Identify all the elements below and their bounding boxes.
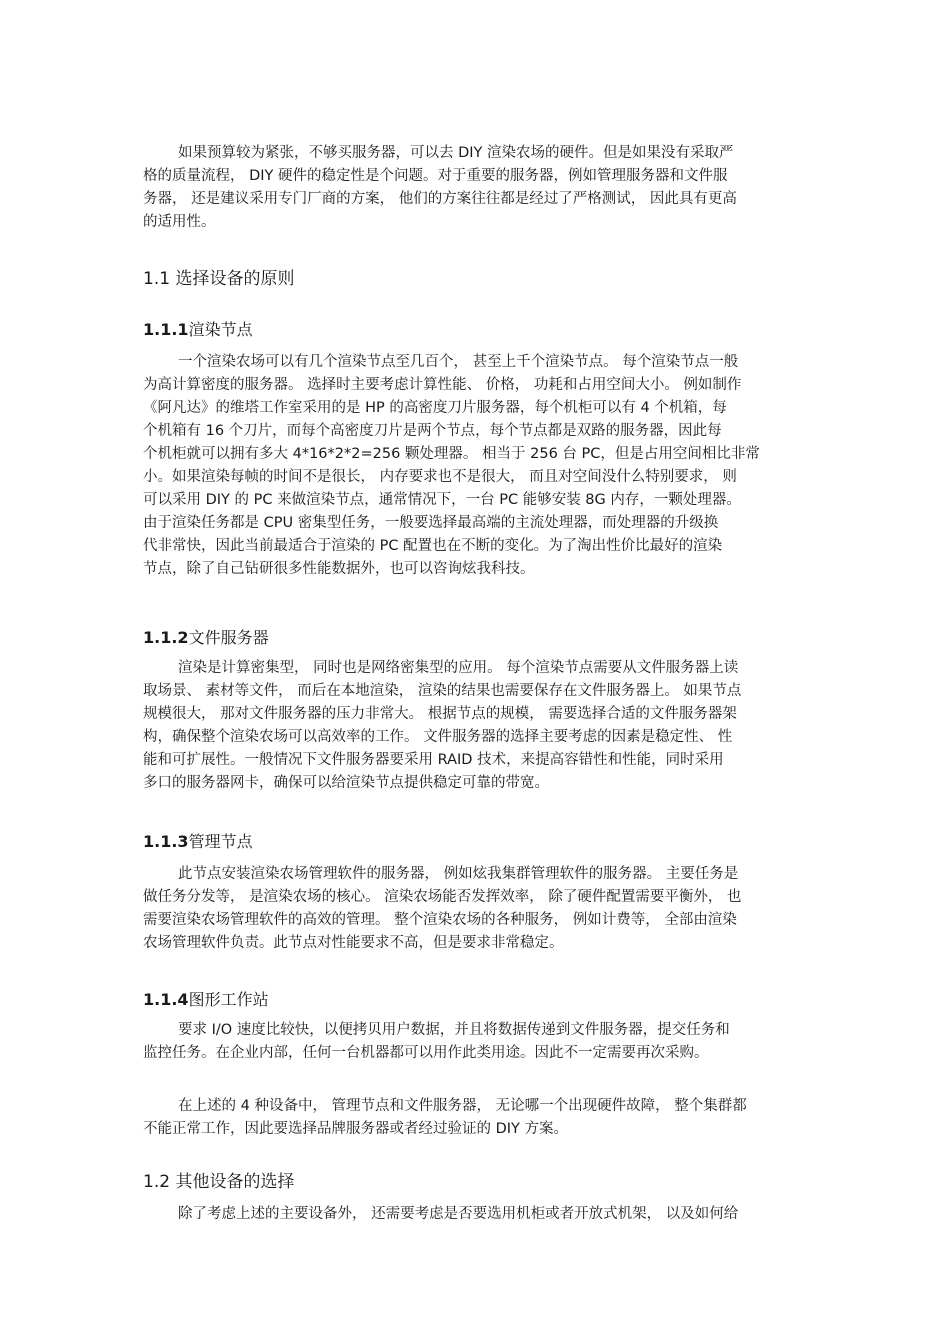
heading-text: 文件服务器 (188, 628, 269, 647)
heading-number: 1.1.2 (143, 628, 189, 647)
summary-paragraph (143, 1095, 808, 1141)
text-line: 个机箱有 16 个刀片，而每个高密度刀片是两个节点，每个节点都是双路的服务器，因此每 (143, 423, 722, 439)
heading-text: 渲染节点 (188, 320, 253, 339)
heading-number: 1.1 (143, 269, 171, 289)
heading-text: 选择设备的原则 (175, 269, 295, 289)
section-heading-1-1 (143, 267, 294, 291)
heading-text: 其他设备的选择 (175, 1172, 295, 1192)
text-line: 《阿凡达》的维塔工作室采用的是 HP 的高密度刀片服务器，每个机柜可以有 4 个机箱，每 (143, 400, 727, 416)
section-heading-1-1-2 (143, 626, 269, 650)
render-node-paragraph (143, 351, 808, 581)
heading-number: 1.2 (143, 1172, 171, 1192)
heading-number: 1.1.3 (143, 832, 189, 851)
text-line: 除了考虑上述的主要设备外， 还需要考虑是否要选用机柜或者开放式机架， 以及如何给 (178, 1206, 739, 1222)
text-line: 由于渲染任务都是 CPU 密集型任务，一般要选择最高端的主流处理器，而处理器的升级换 (143, 515, 719, 531)
text-line: 不能正常工作，因此要选择品牌服务器或者经过验证的 DIY 方案。 (143, 1121, 569, 1137)
text-line: 农场管理软件负责。此节点对性能要求不高，但是要求非常稳定。 (143, 935, 564, 951)
text-line: 可以采用 DIY 的 PC 来做渲染节点，通常情况下，一台 PC 能够安装 8G 内存，一颗处理器。 (143, 492, 741, 508)
text-line: 取场景、 素材等文件， 而后在本地渲染， 渲染的结果也需要保存在文件服务器上。 如果节点 (143, 683, 742, 699)
text-line: 要求 I/O 速度比较快，以便拷贝用户数据，并且将数据传递到文件服务器，提交任务和 (178, 1022, 730, 1038)
text-line: 规模很大， 那对文件服务器的压力非常大。 根据节点的规模， 需要选择合适的文件服务器架 (143, 706, 737, 722)
text-line: 监控任务。在企业内部，任何一台机器都可以用作此类用途。因此不一定需要再次采购。 (143, 1045, 709, 1061)
text-line: 个机柜就可以拥有多大 4*16*2*2=256 颗处理器。 相当于 256 台 PC，但是占用空间相比非常 (143, 446, 760, 462)
text-line: 在上述的 4 种设备中， 管理节点和文件服务器， 无论哪一个出现硬件故障， 整个集群都 (178, 1098, 747, 1114)
heading-number: 1.1.4 (143, 990, 189, 1009)
intro-paragraph (143, 142, 808, 234)
text-line: 的适用性。 (143, 214, 216, 230)
heading-number: 1.1.1 (143, 320, 189, 339)
text-line: 需要渲染农场管理软件的高效的管理。 整个渲染农场的各种服务， 例如计费等， 全部由渲染 (143, 912, 737, 928)
section-heading-1-1-4 (143, 988, 269, 1012)
text-line: 代非常快，因此当前最适合于渲染的 PC 配置也在不断的变化。为了淘出性价比最好的渲染 (143, 538, 723, 554)
text-line: 为高计算密度的服务器。 选择时主要考虑计算性能、 价格， 功耗和占用空间大小。 例如制作 (143, 377, 742, 393)
section-heading-1-1-3 (143, 830, 253, 854)
text-line: 如果预算较为紧张，不够买服务器，可以去 DIY 渲染农场的硬件。但是如果没有采取严 (178, 145, 734, 161)
text-line: 格的质量流程， DIY 硬件的稳定性是个问题。对于重要的服务器，例如管理服务器和文件服 (143, 168, 728, 184)
text-line: 一个渲染农场可以有几个渲染节点至几百个， 甚至上千个渲染节点。 每个渲染节点一般 (178, 354, 739, 370)
section-heading-1-1-1 (143, 318, 253, 342)
workstation-paragraph (143, 1019, 808, 1065)
text-line: 能和可扩展性。一般情况下文件服务器要采用 RAID 技术，来提高容错性和性能，同时采用 (143, 752, 724, 768)
file-server-paragraph (143, 657, 808, 795)
text-line: 务器， 还是建议采用专门厂商的方案， 他们的方案往往都是经过了严格测试， 因此具有更高 (143, 191, 737, 207)
text-line: 节点，除了自己钻研很多性能数据外，也可以咨询炫我科技。 (143, 561, 535, 577)
text-line: 小。如果渲染每帧的时间不是很长， 内存要求也不是很大， 而且对空间没什么特别要求， 则 (143, 469, 737, 485)
heading-text: 管理节点 (188, 832, 253, 851)
text-line: 渲染是计算密集型， 同时也是网络密集型的应用。 每个渲染节点需要从文件服务器上读 (178, 660, 739, 676)
text-line: 构，确保整个渲染农场可以高效率的工作。 文件服务器的选择主要考虑的因素是稳定性、 性 (143, 729, 733, 745)
text-line: 此节点安装渲染农场管理软件的服务器， 例如炫我集群管理软件的服务器。 主要任务是 (178, 866, 739, 882)
text-line: 多口的服务器网卡，确保可以给渲染节点提供稳定可靠的带宽。 (143, 775, 549, 791)
manage-node-paragraph (143, 863, 808, 955)
other-devices-paragraph (143, 1203, 808, 1226)
section-heading-1-2 (143, 1170, 294, 1194)
text-line: 做任务分发等， 是渲染农场的核心。 渲染农场能否发挥效率， 除了硬件配置需要平衡外， 也 (143, 889, 742, 905)
heading-text: 图形工作站 (188, 990, 269, 1009)
